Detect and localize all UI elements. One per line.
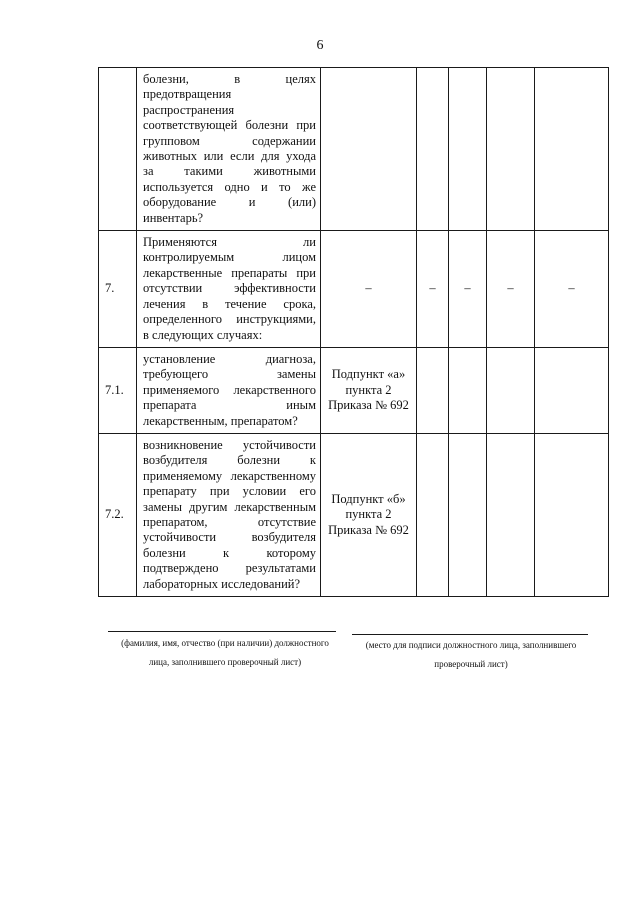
answer-cell[interactable]: [487, 433, 535, 596]
answer-cell[interactable]: –: [535, 231, 609, 348]
question-text: установление диагноза, требующего замены применяемого лекарственного препарата иным лекарственным, препаратом?: [137, 347, 321, 433]
answer-cell[interactable]: [417, 433, 449, 596]
answer-cell[interactable]: [417, 68, 449, 231]
checklist-table: [98, 67, 609, 597]
legal-reference: [321, 68, 417, 231]
page-number: 6: [316, 38, 324, 53]
row-number: [99, 68, 137, 231]
legal-reference: –: [321, 231, 417, 348]
answer-cell[interactable]: [535, 68, 609, 231]
question-text: Применяются ли контролируемым лицом лекарственные препараты при отсутствии эффективности лечения в течение срока, определенного инструкциями, в следующих случаях:: [137, 231, 321, 348]
answer-cell[interactable]: –: [449, 231, 487, 348]
legal-reference: Подпункт «б» пункта 2 Приказа № 692: [321, 433, 417, 596]
row-number: 7.1.: [99, 347, 137, 433]
row-number: 7.: [99, 231, 137, 348]
answer-cell[interactable]: [417, 347, 449, 433]
question-text: возникновение устойчивости возбудителя болезни к применяемому лекарственному препарату при условии его замены другим лекарственным препаратом, отсутствие устойчивости возбудителя болезни к которому подтверждено результатами лабораторных исследований?: [137, 433, 321, 596]
signature-line[interactable]: [352, 634, 588, 635]
signature-caption: (место для подписи должностного лица, заполнившего проверочный лист): [365, 640, 577, 669]
legal-reference: Подпункт «а» пункта 2 Приказа № 692: [321, 347, 417, 433]
question-text: болезни, в целях предотвращения распространения соответствующей болезни при групповом содержании животных или если для ухода за такими животными используется одно и то же оборудование и (или) инвентарь?: [137, 68, 321, 231]
table-row: [99, 68, 609, 231]
row-number: 7.2.: [99, 433, 137, 596]
answer-cell[interactable]: [487, 347, 535, 433]
answer-cell[interactable]: [449, 68, 487, 231]
answer-cell[interactable]: [449, 433, 487, 596]
answer-cell[interactable]: [535, 433, 609, 596]
answer-cell[interactable]: [449, 347, 487, 433]
official-name-caption: (фамилия, имя, отчество (при наличии) должностного лица, заполнившего проверочный лист): [121, 638, 329, 667]
table-row: [99, 433, 609, 596]
table-row: [99, 231, 609, 348]
answer-cell[interactable]: [487, 68, 535, 231]
table-row: [99, 347, 609, 433]
answer-cell[interactable]: –: [417, 231, 449, 348]
answer-cell[interactable]: [535, 347, 609, 433]
official-name-line[interactable]: [108, 631, 336, 632]
answer-cell[interactable]: –: [487, 231, 535, 348]
